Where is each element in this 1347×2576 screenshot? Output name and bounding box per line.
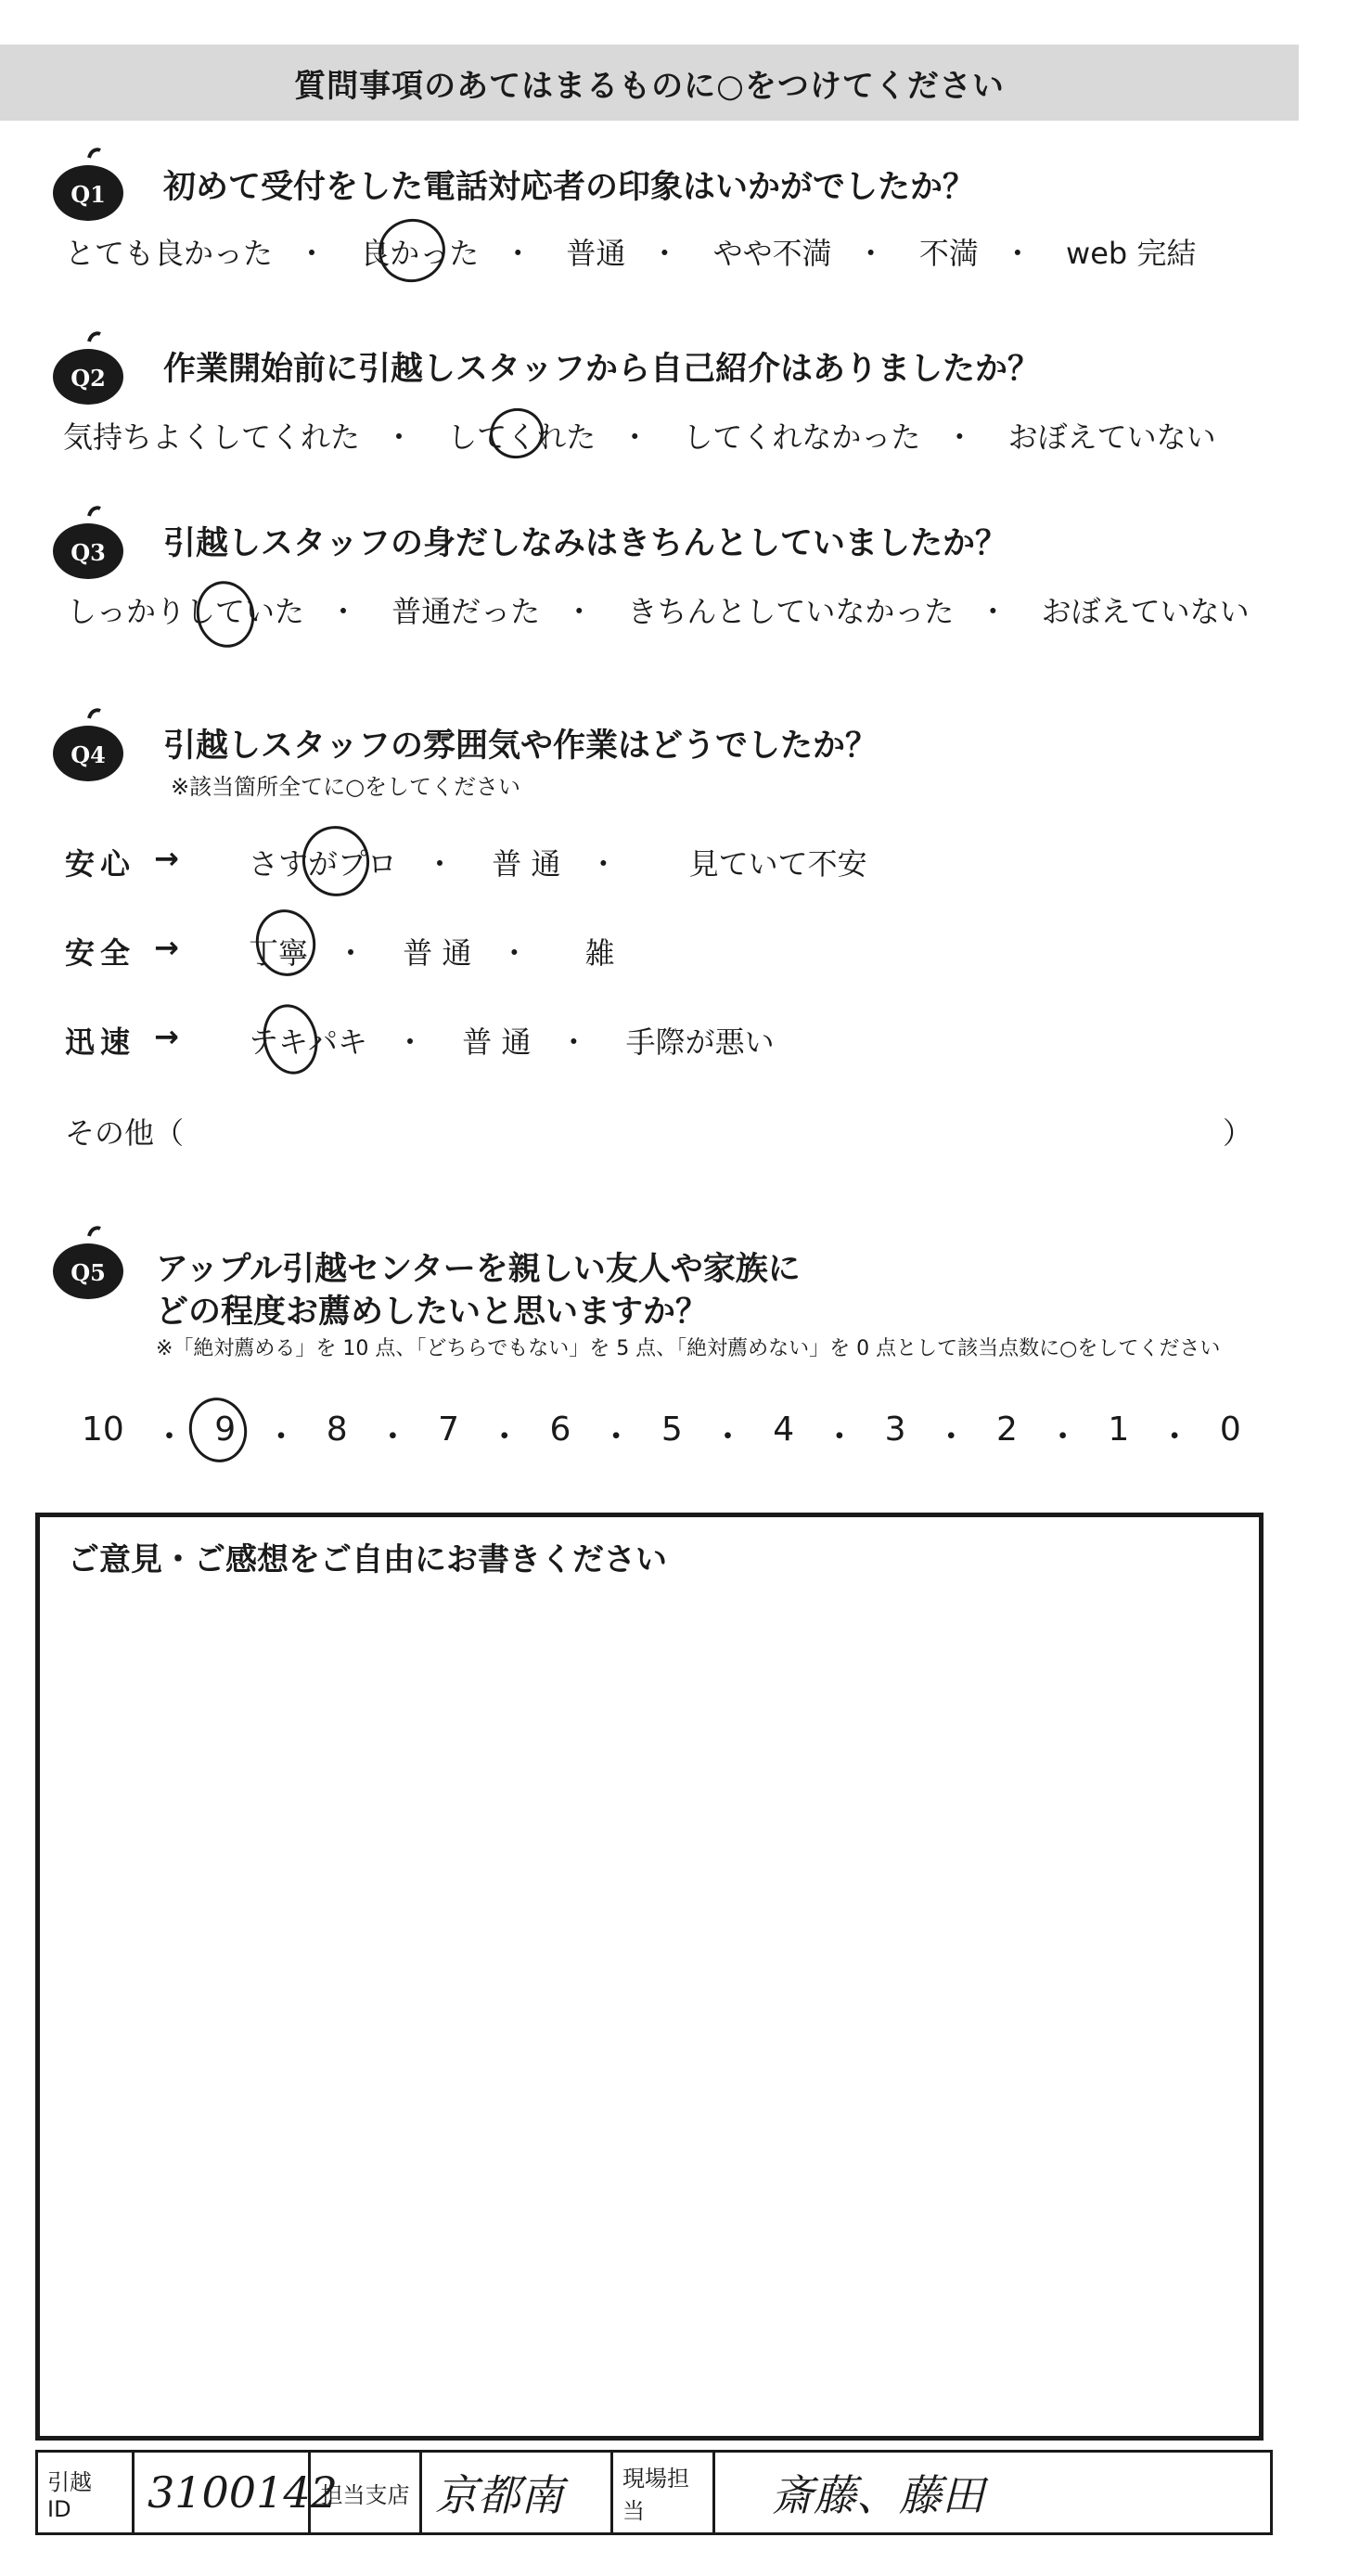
score-separator: ・	[822, 1418, 856, 1456]
q4-badge-label: Q4	[71, 741, 106, 768]
score-option[interactable]: 4	[773, 1410, 795, 1449]
q4-other-close: ）	[1223, 1115, 1253, 1151]
question-2	[0, 323, 1299, 462]
q4-option[interactable]: 普 通	[492, 846, 561, 882]
q1-question: 初めて受付をした電話対応者の印象はいかがでしたか？	[163, 169, 976, 206]
apple-badge-icon	[48, 707, 128, 787]
q5-question-line2: どの程度お薦めしたいと思いますか？	[156, 1294, 709, 1331]
q4-row-anshin-options: さすがプロ ・ 普 通 ・ 見ていて不安	[249, 846, 867, 882]
q1-option[interactable]: とても良かった	[65, 236, 274, 271]
q4-row-label-jinsoku: 迅速	[65, 1024, 136, 1060]
q3-option-selected[interactable]: しっかりしていた	[67, 594, 305, 629]
score-separator: ・	[152, 1418, 186, 1456]
question-5	[0, 1221, 1299, 1407]
q5-score-scale	[82, 1410, 1241, 1458]
branch-value[interactable]: 京都南	[422, 2453, 613, 2532]
q1-option[interactable]: 不満	[918, 236, 979, 271]
q2-option[interactable]: 気持ちよくしてくれた	[63, 419, 361, 455]
instructions-title: 質問事項のあてはまるものに○をつけてください	[294, 67, 1005, 105]
score-separator: ・	[376, 1418, 410, 1456]
q2-option[interactable]: してくれなかった	[683, 419, 921, 455]
apple-badge-icon	[48, 1225, 128, 1305]
q4-row-label-anzen: 安全	[65, 935, 136, 971]
q4-option-selected[interactable]: さすがプロ	[249, 846, 398, 882]
staff-value[interactable]: 斎藤、藤田	[771, 2470, 984, 2520]
footer-table	[35, 2450, 1273, 2535]
q4-anshin-selection-circle	[296, 819, 376, 902]
q5-note: ※「絶対薦める」を 10 点、「どちらでもない」を 5 点、「絶対薦めない」を 0 点として該当点数に○をしてください	[156, 1337, 1221, 1360]
branch-label: 担当支店	[311, 2453, 422, 2532]
apple-badge-icon	[48, 330, 128, 410]
q4-row-label-anshin: 安心	[65, 846, 136, 882]
q4-option[interactable]: 普 通	[462, 1024, 532, 1060]
q3-badge-label: Q3	[71, 539, 106, 566]
score-separator: ・	[599, 1418, 634, 1456]
question-3	[0, 497, 1299, 637]
score-option[interactable]: 2	[996, 1410, 1018, 1449]
score-separator: ・	[934, 1418, 969, 1456]
move-id-label: 引越 ID	[38, 2453, 135, 2532]
q1-option-selected[interactable]: 良かった	[360, 236, 480, 271]
q2-question: 作業開始前に引越しスタッフから自己紹介はありましたか？	[163, 351, 1041, 388]
q4-option-selected[interactable]: 丁寧	[249, 935, 309, 971]
apple-badge-icon	[48, 147, 128, 226]
q4-option[interactable]: 見ていて不安	[688, 846, 867, 882]
score-option[interactable]: 6	[549, 1410, 571, 1449]
score-option[interactable]: 5	[661, 1410, 683, 1449]
score-option[interactable]: 3	[884, 1410, 906, 1449]
q2-option-selected[interactable]: してくれた	[447, 419, 597, 455]
q2-option[interactable]: おぼえていない	[1007, 419, 1216, 455]
score-option[interactable]: 0	[1219, 1410, 1241, 1449]
score-separator: ・	[487, 1418, 521, 1456]
q1-option[interactable]: web 完結	[1066, 236, 1197, 271]
comments-label: ご意見・ご感想をご自由にお書きください	[68, 1541, 667, 1578]
q4-jinsoku-selection-circle	[257, 999, 325, 1079]
score-separator: ・	[263, 1418, 298, 1456]
score-option-selected[interactable]: 9	[214, 1410, 237, 1449]
score-separator: ・	[1158, 1418, 1192, 1456]
q1-selection-circle	[373, 213, 452, 288]
q4-other-label: その他（	[65, 1115, 185, 1151]
q5-badge-label: Q5	[71, 1259, 106, 1286]
q3-option[interactable]: 普通だった	[391, 594, 541, 629]
q3-question: 引越しスタッフの身だしなみはきちんとしていましたか？	[163, 525, 1008, 562]
arrow-right-icon: →	[154, 930, 179, 965]
q4-option[interactable]: 雑	[584, 935, 615, 971]
q3-option[interactable]: きちんとしていなかった	[627, 594, 955, 629]
q3-option[interactable]: おぼえていない	[1041, 594, 1250, 629]
q4-option-selected[interactable]: テキパキ	[249, 1024, 368, 1060]
question-4	[0, 702, 1299, 1166]
q1-option[interactable]: 普通	[566, 236, 626, 271]
instructions-header	[0, 45, 1299, 121]
question-1	[0, 139, 1299, 278]
score-separator: ・	[711, 1418, 745, 1456]
q4-row-anzen-options: 丁寧 ・ 普 通 ・ 雑	[249, 935, 615, 971]
q2-options: 気持ちよくしてくれた ・ してくれた ・ してくれなかった ・ おぼえていない	[63, 414, 1216, 457]
score-option[interactable]: 10	[82, 1410, 124, 1449]
q3-selection-circle	[190, 575, 261, 652]
move-id-value[interactable]: 3100142	[135, 2453, 311, 2532]
q4-row-jinsoku-options: テキパキ ・ 普 通 ・ 手際が悪い	[249, 1024, 775, 1060]
q1-option[interactable]: やや不満	[712, 236, 832, 271]
arrow-right-icon: →	[154, 1019, 179, 1054]
apple-badge-icon	[48, 505, 128, 585]
score-separator: ・	[1046, 1418, 1080, 1456]
q5-question-line1: アップル引越センターを親しい友人や家族に	[156, 1251, 801, 1288]
arrow-right-icon: →	[154, 841, 179, 876]
score-option[interactable]: 7	[438, 1410, 459, 1449]
comments-box[interactable]	[35, 1513, 1264, 2441]
score-option[interactable]: 1	[1108, 1410, 1130, 1449]
q3-options: しっかりしていた ・ 普通だった ・ きちんとしていなかった ・ おぼえていない	[67, 588, 1250, 631]
q4-option[interactable]: 普 通	[403, 935, 472, 971]
q2-badge-label: Q2	[71, 365, 106, 392]
q1-badge-label: Q1	[71, 181, 106, 208]
q4-note: ※該当箇所全てに○をしてください	[171, 774, 521, 800]
q4-option[interactable]: 手際が悪い	[625, 1024, 775, 1060]
score-option[interactable]: 8	[326, 1410, 348, 1449]
q1-options: とても良かった ・ 良かった ・ 普通 ・ やや不満 ・ 不満 ・ web 完結	[65, 230, 1196, 273]
staff-label: 現場担当	[613, 2453, 715, 2532]
q4-question: 引越しスタッフの雰囲気や作業はどうでしたか？	[163, 728, 879, 765]
